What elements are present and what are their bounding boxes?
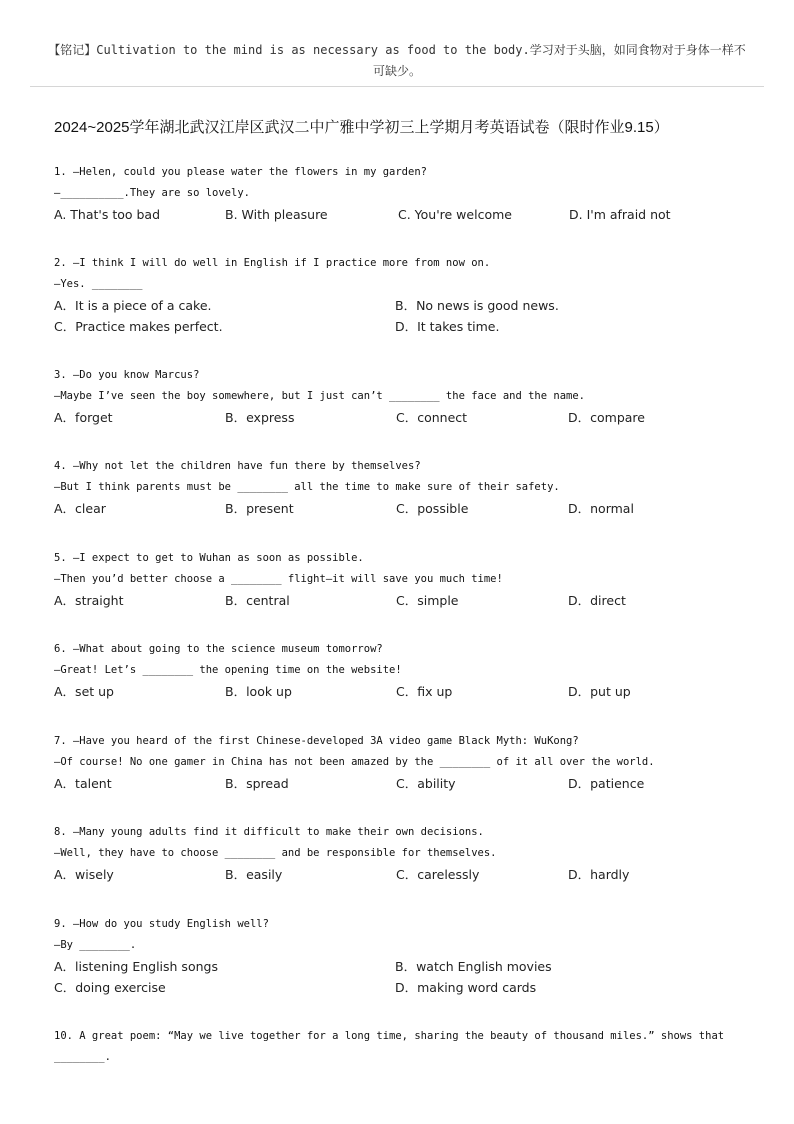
- option-row: [54, 590, 754, 611]
- option-b[interactable]: B．spread: [225, 776, 289, 791]
- option-row: [54, 316, 754, 337]
- question-3: [54, 365, 754, 428]
- option-b[interactable]: B．central: [225, 593, 290, 608]
- option-d[interactable]: D．put up: [568, 684, 631, 699]
- option-d[interactable]: D．hardly: [568, 867, 630, 882]
- option-d[interactable]: D．making word cards: [395, 980, 537, 995]
- option-c[interactable]: C．carelessly: [396, 867, 480, 882]
- question-stem: 5. —I expect to get to Wuhan as soon as possible.: [54, 552, 364, 564]
- question-stem: 4. —Why not let the children have fun there by themselves?: [54, 460, 421, 472]
- option-c[interactable]: C．possible: [396, 501, 469, 516]
- option-row: [54, 295, 754, 316]
- option-a[interactable]: A．It is a piece of a cake.: [54, 298, 212, 313]
- question-stem: 1. —Helen, could you please water the flowers in my garden?: [54, 166, 427, 178]
- question-reply: —Then you’d better choose a ________ flight—it will save you much time!: [54, 573, 503, 585]
- option-row: [54, 204, 754, 225]
- question-stem: 9. —How do you study English well?: [54, 918, 269, 930]
- option-a[interactable]: A．forget: [54, 410, 113, 425]
- option-a[interactable]: A．listening English songs: [54, 959, 218, 974]
- question-10: [54, 1026, 774, 1068]
- question-reply: —Well, they have to choose ________ and be responsible for themselves.: [54, 847, 497, 859]
- option-b[interactable]: B．easily: [225, 867, 283, 882]
- option-c[interactable]: C. You're welcome: [398, 207, 512, 222]
- option-b[interactable]: B．No news is good news.: [395, 298, 559, 313]
- motto-line-2: 可缺少。: [372, 64, 421, 78]
- page-title: 2024~2025学年湖北武汉江岸区武汉二中广雅中学初三上学期月考英语试卷（限时作业9.15）: [54, 119, 669, 136]
- question-reply: ________.: [54, 1051, 111, 1063]
- option-d[interactable]: D．compare: [568, 410, 645, 425]
- option-c[interactable]: C．Practice makes perfect.: [54, 319, 223, 334]
- option-row: [54, 498, 754, 519]
- option-a[interactable]: A. That's too bad: [54, 207, 161, 222]
- question-stem: 2. —I think I will do well in English if I practice more from now on.: [54, 257, 491, 269]
- header-divider: [30, 86, 764, 87]
- question-5: [54, 548, 754, 611]
- option-b[interactable]: B．watch English movies: [395, 959, 552, 974]
- option-row: [54, 977, 754, 998]
- option-d[interactable]: D．patience: [568, 776, 645, 791]
- option-b[interactable]: B．present: [225, 501, 294, 516]
- option-c[interactable]: C．simple: [396, 593, 459, 608]
- question-2: [54, 253, 754, 337]
- option-a[interactable]: A．straight: [54, 593, 124, 608]
- question-stem: 3. —Do you know Marcus?: [54, 369, 200, 381]
- question-7: [54, 731, 754, 794]
- option-a[interactable]: A．wisely: [54, 867, 114, 882]
- question-9: [54, 914, 754, 998]
- option-d[interactable]: D. I'm afraid not: [569, 207, 671, 222]
- question-4: [54, 456, 754, 519]
- question-reply: —Maybe I’ve seen the boy somewhere, but I just can’t ________ the face and the name.: [54, 390, 586, 402]
- question-reply: —By ________.: [54, 939, 137, 951]
- option-c[interactable]: C．fix up: [396, 684, 453, 699]
- question-reply: —But I think parents must be ________ all the time to make sure of their safety.: [54, 481, 560, 493]
- motto-line-1: 【铭记】Cultivation to the mind is as necessary as food to the body.学习对于头脑，如同食物对于身体一样不: [48, 43, 746, 57]
- option-b[interactable]: B．express: [225, 410, 295, 425]
- question-6: [54, 639, 754, 702]
- question-reply: —Yes. ________: [54, 278, 143, 290]
- question-stem: 10. A great poem: “May we live together for a long time, sharing the beauty of thousand miles.” shows that: [54, 1030, 725, 1042]
- option-row: [54, 864, 754, 885]
- question-stem: 8. —Many young adults find it difficult to make their own decisions.: [54, 826, 484, 838]
- question-1: [54, 162, 754, 225]
- question-reply: —__________.They are so lovely.: [54, 187, 250, 199]
- option-a[interactable]: A．clear: [54, 501, 106, 516]
- motto-banner: [30, 40, 764, 82]
- option-a[interactable]: A．talent: [54, 776, 112, 791]
- option-b[interactable]: B．look up: [225, 684, 292, 699]
- option-b[interactable]: B. With pleasure: [225, 207, 328, 222]
- option-c[interactable]: C．connect: [396, 410, 468, 425]
- option-a[interactable]: A．set up: [54, 684, 114, 699]
- option-d[interactable]: D．It takes time.: [395, 319, 500, 334]
- option-row: [54, 773, 754, 794]
- option-row: [54, 681, 754, 702]
- question-reply: —Great! Let’s ________ the opening time on the website!: [54, 664, 402, 676]
- option-row: [54, 956, 754, 977]
- option-d[interactable]: D．direct: [568, 593, 626, 608]
- question-reply: —Of course! No one gamer in China has not been amazed by the ________ of it all over the world.: [54, 756, 655, 768]
- option-d[interactable]: D．normal: [568, 501, 634, 516]
- option-c[interactable]: C．doing exercise: [54, 980, 166, 995]
- question-stem: 7. —Have you heard of the first Chinese-developed 3A video game Black Myth: WuKong?: [54, 735, 579, 747]
- option-c[interactable]: C．ability: [396, 776, 456, 791]
- question-8: [54, 822, 754, 885]
- option-row: [54, 407, 754, 428]
- question-stem: 6. —What about going to the science museum tomorrow?: [54, 643, 383, 655]
